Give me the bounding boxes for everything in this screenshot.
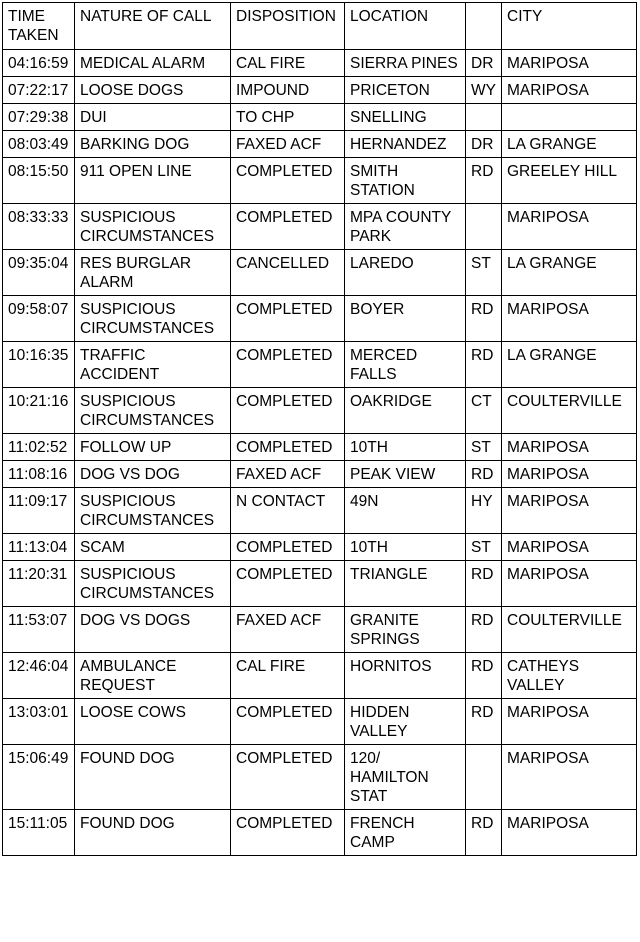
cell-street-suffix: RD (466, 699, 502, 745)
cell-nature-of-call: FOUND DOG (75, 810, 231, 856)
cell-nature-of-call: MEDICAL ALARM (75, 50, 231, 77)
cell-disposition: CAL FIRE (231, 653, 345, 699)
table-row (3, 50, 637, 77)
cell-city: MARIPOSA (502, 745, 637, 810)
cell-city: MARIPOSA (502, 488, 637, 534)
cell-street-suffix: RD (466, 810, 502, 856)
cell-city: MARIPOSA (502, 561, 637, 607)
cell-location: HIDDEN VALLEY (345, 699, 466, 745)
cell-nature-of-call: DOG VS DOG (75, 461, 231, 488)
cell-location: 49N (345, 488, 466, 534)
table-row (3, 745, 637, 810)
cell-disposition: N CONTACT (231, 488, 345, 534)
cell-location: TRIANGLE (345, 561, 466, 607)
cell-nature-of-call: LOOSE DOGS (75, 77, 231, 104)
cell-city: MARIPOSA (502, 699, 637, 745)
cell-disposition: TO CHP (231, 104, 345, 131)
cell-location: OAKRIDGE (345, 388, 466, 434)
table-row (3, 77, 637, 104)
table-row (3, 204, 637, 250)
cell-time-taken: 09:58:07 (3, 296, 75, 342)
cell-time-taken: 11:08:16 (3, 461, 75, 488)
cell-city: LA GRANGE (502, 131, 637, 158)
cell-location: PRICETON (345, 77, 466, 104)
cell-disposition: COMPLETED (231, 158, 345, 204)
cell-nature-of-call: SUSPICIOUS CIRCUMSTANCES (75, 296, 231, 342)
cell-time-taken: 08:33:33 (3, 204, 75, 250)
table-header (3, 3, 637, 50)
cell-nature-of-call: SUSPICIOUS CIRCUMSTANCES (75, 388, 231, 434)
table-row (3, 607, 637, 653)
cell-city: MARIPOSA (502, 50, 637, 77)
cell-time-taken: 10:16:35 (3, 342, 75, 388)
cell-city: MARIPOSA (502, 204, 637, 250)
cell-time-taken: 08:15:50 (3, 158, 75, 204)
cell-city: COULTERVILLE (502, 607, 637, 653)
cell-nature-of-call: SCAM (75, 534, 231, 561)
table-row (3, 561, 637, 607)
cell-street-suffix (466, 745, 502, 810)
cell-time-taken: 11:13:04 (3, 534, 75, 561)
cell-time-taken: 13:03:01 (3, 699, 75, 745)
cell-street-suffix: RD (466, 653, 502, 699)
cell-time-taken: 11:02:52 (3, 434, 75, 461)
cell-street-suffix (466, 104, 502, 131)
table-row (3, 434, 637, 461)
cell-city (502, 104, 637, 131)
cell-location: SIERRA PINES (345, 50, 466, 77)
cell-nature-of-call: SUSPICIOUS CIRCUMSTANCES (75, 561, 231, 607)
cell-city: CATHEYS VALLEY (502, 653, 637, 699)
cell-disposition: COMPLETED (231, 388, 345, 434)
table-row (3, 131, 637, 158)
cell-disposition: COMPLETED (231, 296, 345, 342)
cell-street-suffix: HY (466, 488, 502, 534)
cell-street-suffix: ST (466, 250, 502, 296)
cell-street-suffix: WY (466, 77, 502, 104)
cell-nature-of-call: SUSPICIOUS CIRCUMSTANCES (75, 204, 231, 250)
cell-disposition: COMPLETED (231, 745, 345, 810)
cell-location: SMITH STATION (345, 158, 466, 204)
cell-disposition: FAXED ACF (231, 607, 345, 653)
cell-street-suffix (466, 204, 502, 250)
cell-location: FRENCH CAMP (345, 810, 466, 856)
cell-nature-of-call: LOOSE COWS (75, 699, 231, 745)
cell-time-taken: 09:35:04 (3, 250, 75, 296)
cell-street-suffix: CT (466, 388, 502, 434)
cell-street-suffix: DR (466, 50, 502, 77)
cell-time-taken: 11:20:31 (3, 561, 75, 607)
cell-time-taken: 12:46:04 (3, 653, 75, 699)
cell-nature-of-call: AMBULANCE REQUEST (75, 653, 231, 699)
cell-location: HERNANDEZ (345, 131, 466, 158)
table-body (3, 50, 637, 856)
cell-city: GREELEY HILL (502, 158, 637, 204)
cell-disposition: COMPLETED (231, 342, 345, 388)
cell-city: MARIPOSA (502, 296, 637, 342)
cell-city: LA GRANGE (502, 250, 637, 296)
cell-location: MPA COUNTY PARK (345, 204, 466, 250)
cell-time-taken: 04:16:59 (3, 50, 75, 77)
cell-time-taken: 15:06:49 (3, 745, 75, 810)
cell-nature-of-call: TRAFFIC ACCIDENT (75, 342, 231, 388)
table-row (3, 461, 637, 488)
cell-street-suffix: ST (466, 434, 502, 461)
cell-street-suffix: DR (466, 131, 502, 158)
cell-time-taken: 11:09:17 (3, 488, 75, 534)
table-row (3, 104, 637, 131)
header-row (3, 3, 637, 50)
table-row (3, 699, 637, 745)
table-row (3, 810, 637, 856)
header-street-suffix (466, 3, 502, 50)
cell-location: GRANITE SPRINGS (345, 607, 466, 653)
cell-location: 120/ HAMILTON STAT (345, 745, 466, 810)
cell-street-suffix: RD (466, 158, 502, 204)
cell-disposition: COMPLETED (231, 810, 345, 856)
table-row (3, 388, 637, 434)
cell-street-suffix: RD (466, 296, 502, 342)
cell-time-taken: 07:22:17 (3, 77, 75, 104)
table-row (3, 653, 637, 699)
cell-street-suffix: RD (466, 607, 502, 653)
cell-time-taken: 07:29:38 (3, 104, 75, 131)
cell-disposition: IMPOUND (231, 77, 345, 104)
cell-time-taken: 10:21:16 (3, 388, 75, 434)
header-disposition: DISPOSITION (231, 3, 345, 50)
cell-nature-of-call: DUI (75, 104, 231, 131)
cell-street-suffix: ST (466, 534, 502, 561)
cell-location: LAREDO (345, 250, 466, 296)
cell-time-taken: 15:11:05 (3, 810, 75, 856)
cell-disposition: COMPLETED (231, 699, 345, 745)
cell-nature-of-call: FOLLOW UP (75, 434, 231, 461)
cell-disposition: COMPLETED (231, 204, 345, 250)
cell-time-taken: 11:53:07 (3, 607, 75, 653)
table-row (3, 296, 637, 342)
cell-city: MARIPOSA (502, 434, 637, 461)
cell-location: 10TH (345, 434, 466, 461)
cell-street-suffix: RD (466, 342, 502, 388)
table-row (3, 250, 637, 296)
cell-city: MARIPOSA (502, 77, 637, 104)
header-location: LOCATION (345, 3, 466, 50)
cell-nature-of-call: BARKING DOG (75, 131, 231, 158)
cell-street-suffix: RD (466, 461, 502, 488)
table-row (3, 488, 637, 534)
header-time-taken: TIME TAKEN (3, 3, 75, 50)
cell-location: SNELLING (345, 104, 466, 131)
call-log-table (2, 2, 637, 856)
cell-disposition: COMPLETED (231, 534, 345, 561)
cell-city: LA GRANGE (502, 342, 637, 388)
cell-location: HORNITOS (345, 653, 466, 699)
cell-disposition: CANCELLED (231, 250, 345, 296)
cell-disposition: COMPLETED (231, 434, 345, 461)
cell-nature-of-call: DOG VS DOGS (75, 607, 231, 653)
cell-city: MARIPOSA (502, 534, 637, 561)
cell-nature-of-call: 911 OPEN LINE (75, 158, 231, 204)
cell-location: 10TH (345, 534, 466, 561)
table-row (3, 534, 637, 561)
cell-location: MERCED FALLS (345, 342, 466, 388)
cell-city: MARIPOSA (502, 810, 637, 856)
cell-nature-of-call: SUSPICIOUS CIRCUMSTANCES (75, 488, 231, 534)
cell-street-suffix: RD (466, 561, 502, 607)
cell-time-taken: 08:03:49 (3, 131, 75, 158)
header-nature-of-call: NATURE OF CALL (75, 3, 231, 50)
cell-disposition: CAL FIRE (231, 50, 345, 77)
cell-nature-of-call: FOUND DOG (75, 745, 231, 810)
cell-city: COULTERVILLE (502, 388, 637, 434)
cell-city: MARIPOSA (502, 461, 637, 488)
table-row (3, 158, 637, 204)
cell-location: PEAK VIEW (345, 461, 466, 488)
cell-location: BOYER (345, 296, 466, 342)
cell-nature-of-call: RES BURGLAR ALARM (75, 250, 231, 296)
cell-disposition: FAXED ACF (231, 131, 345, 158)
table-row (3, 342, 637, 388)
cell-disposition: FAXED ACF (231, 461, 345, 488)
header-city: CITY (502, 3, 637, 50)
cell-disposition: COMPLETED (231, 561, 345, 607)
